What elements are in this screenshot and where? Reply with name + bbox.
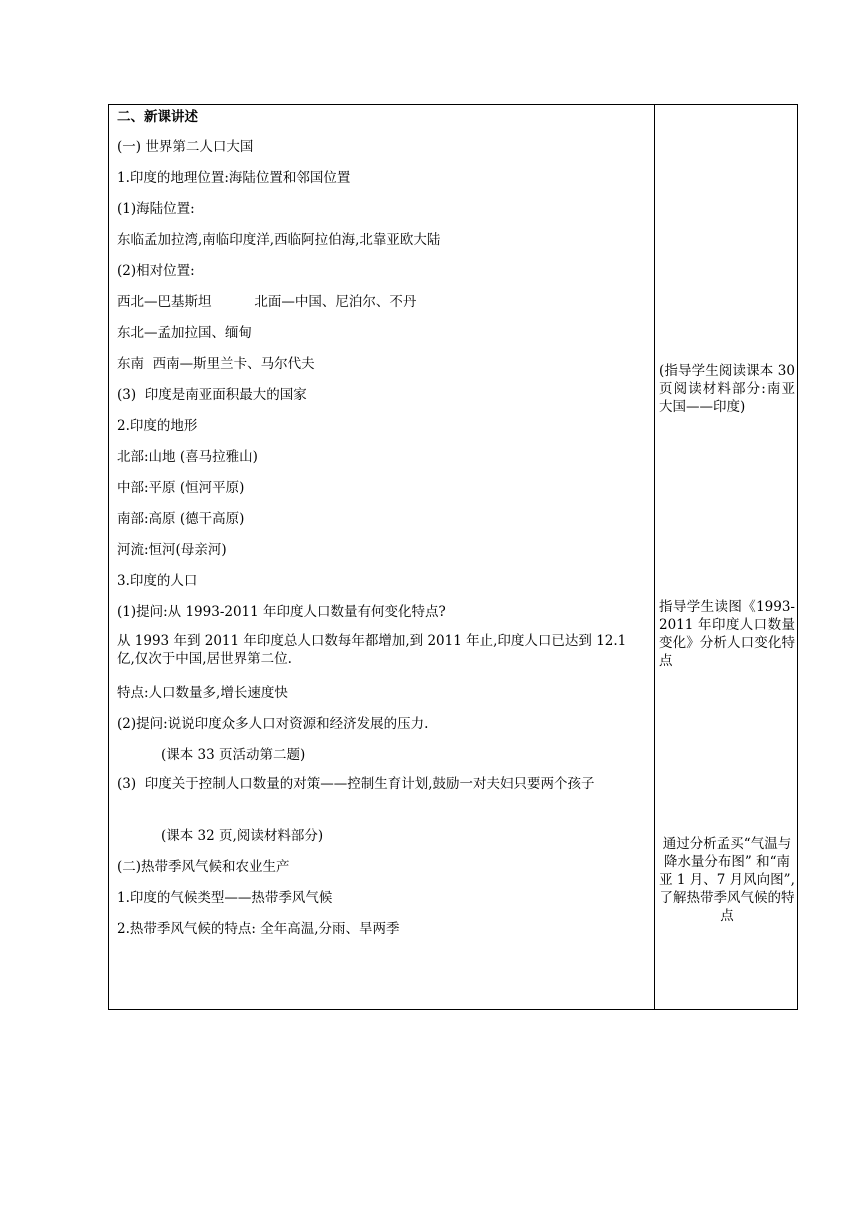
lesson-line: (一) 世界第二人口大国 — [117, 139, 254, 155]
lesson-line: 西北—巴基斯坦 北面—中国、尼泊尔、不丹 — [117, 294, 417, 310]
lesson-line: (3) 印度是南亚面积最大的国家 — [117, 387, 307, 403]
lesson-line: (2)相对位置: — [117, 263, 195, 279]
lesson-line: 2.热带季风气候的特点: 全年高温,分雨、旱两季 — [117, 921, 400, 937]
lesson-line: (课本 33 页活动第二题) — [161, 747, 306, 763]
lesson-line: 中部:平原 (恒河平原) — [117, 480, 245, 496]
lesson-line: 3.印度的人口 — [117, 573, 198, 589]
lesson-line: (二)热带季风气候和农业生产 — [117, 859, 290, 875]
lesson-line: 2.印度的地形 — [117, 418, 198, 434]
lesson-line: 1.印度的地理位置:海陆位置和邻国位置 — [117, 170, 351, 186]
lesson-line: (课本 32 页,阅读材料部分) — [161, 828, 324, 844]
lesson-line: 北部:山地 (喜马拉雅山) — [117, 449, 258, 465]
lesson-line: 1.印度的气候类型——热带季风气候 — [117, 890, 333, 906]
lesson-line: (1)提问:从 1993-2011 年印度人口数量有何变化特点? — [117, 604, 446, 620]
lesson-line: 东南 西南—斯里兰卡、马尔代夫 — [117, 356, 315, 372]
lesson-table — [108, 104, 798, 1010]
lesson-paragraph: 从 1993 年到 2011 年印度总人口数每年都增加,到 2011 年止,印度人口已达到 12.1 亿,仅次于中国,居世界第二位. — [117, 633, 627, 667]
lesson-line: 东临孟加拉湾,南临印度洋,西临阿拉伯海,北靠亚欧大陆 — [117, 232, 441, 248]
column-divider — [654, 105, 655, 1009]
lesson-line: 河流:恒河(母亲河) — [117, 542, 227, 558]
teaching-note: 通过分析孟买“气温与降水量分布图” 和“南亚 1 月、7 月风向图”,了解热带季风气候的特点 — [659, 836, 795, 924]
section-title: 二、新课讲述 — [117, 109, 198, 125]
lesson-paragraph: (3) 印度关于控制人口数量的对策——控制生育计划,鼓励一对夫妇只要两个孩子 — [117, 776, 595, 792]
teaching-note: (指导学生阅读课本 30 页阅读材料部分:南亚大国——印度) — [659, 363, 795, 415]
lesson-line: 特点:人口数量多,增长速度快 — [117, 685, 288, 701]
lesson-line: (2)提问:说说印度众多人口对资源和经济发展的压力. — [117, 716, 429, 732]
lesson-line: 东北—孟加拉国、缅甸 — [117, 325, 252, 341]
lesson-line: (1)海陆位置: — [117, 201, 195, 217]
teaching-note: 指导学生读图《1993-2011 年印度人口数量变化》分析人口变化特点 — [659, 599, 795, 669]
lesson-line: 南部:高原 (德干高原) — [117, 511, 245, 527]
